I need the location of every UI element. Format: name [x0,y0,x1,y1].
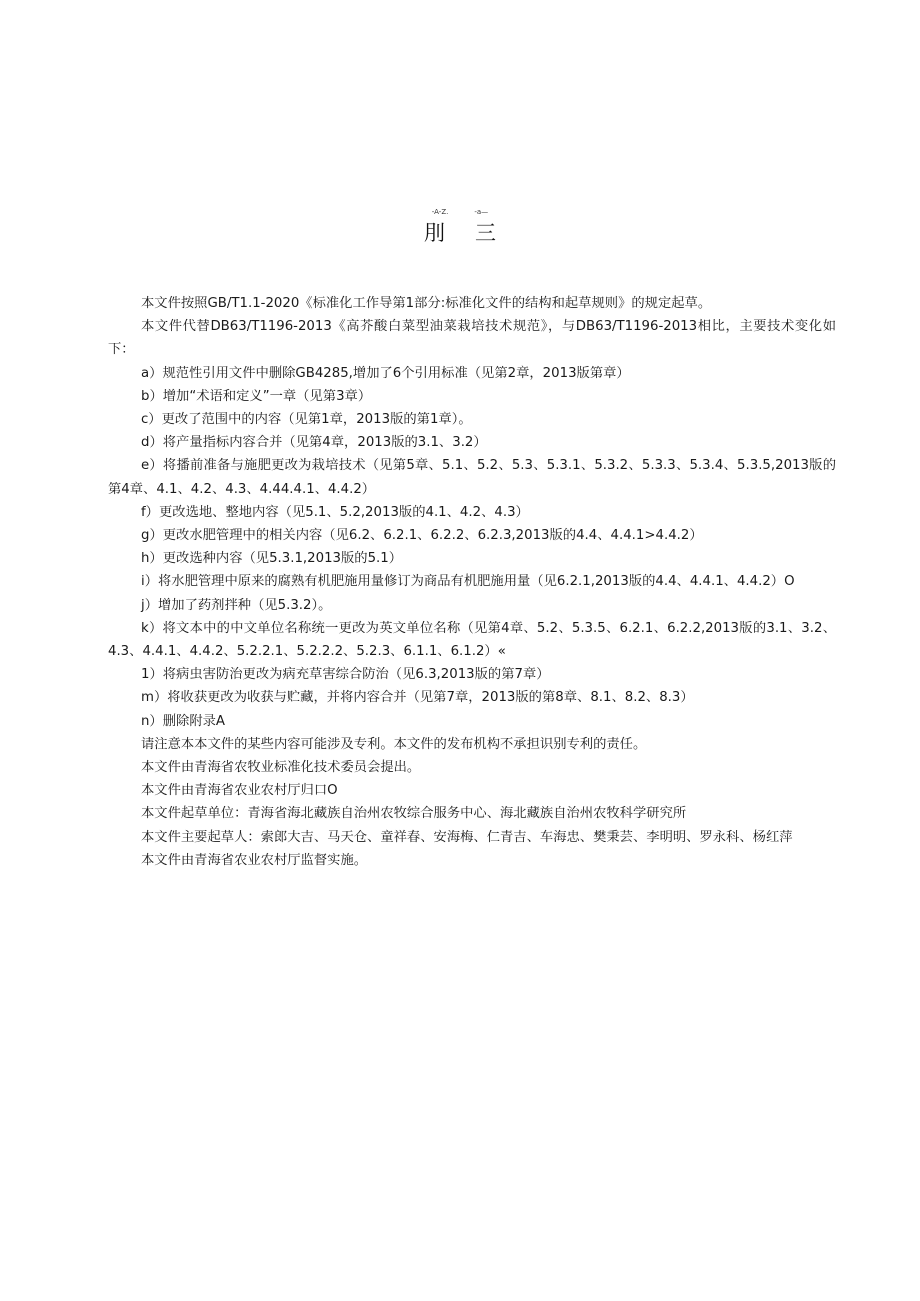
title-mark-left: -A-Z. [431,208,449,216]
paragraph-drafting-units: 本文件起草单位：青海省海北藏族自治州农牧综合服务中心、海北藏族自治州农牧科学研究所 [141,806,687,822]
paragraph-proposed-by: 本文件由青海省农牧业标准化技术委员会提出。 [141,760,421,776]
change-item-l: 1）将病虫害防治更改为病充草害综合防治（见6.3,2013版的第7章） [141,667,550,683]
title-char-2: 三 [475,221,496,245]
title-marks [0,208,920,216]
change-item-n: n）删除附录A [141,713,226,729]
change-item-b: b）增加“术语和定义”一章（见第3章） [141,388,372,404]
paragraph-responsible-by: 本文件由青海省农业农村厅归口O [141,783,338,799]
change-item-c: c）更改了范围中的内容（见第1章，2013版的第1章）。 [141,412,472,428]
change-item-h: h）更改选种内容（见5.3.1,2013版的5.1） [141,551,403,567]
change-item-g: g）更改水肥管理中的相关内容（见6.2、6.2.1、6.2.2、6.2.3,2013版的4.4、4.4.1>4.4.2） [141,528,703,544]
paragraph-drafters: 本文件主要起草人：索郎大吉、马天仓、童祥春、安海梅、仁青吉、车海忠、樊秉芸、李明明、罗永科、杨红萍 [141,829,793,845]
change-item-i: i）将水肥管理中原来的腐熟有机肥施用量修订为商品有机肥施用量（见6.2.1,2013版的4.4、4.4.1、4.4.2）O [141,574,795,590]
page-title [0,217,920,247]
paragraph-replacement: 本文件代替DB63/T1196-2013《高芥酸白菜型油菜栽培技术规范》，与DB63/T1196-2013相比，主要技术变化如下： [108,319,836,358]
change-item-a: a）规范性引用文件中删除GB4285,增加了6个引用标准（见第2章，2013版第章） [141,365,630,381]
change-item-j: j）增加了药剂拌种（见5.3.2）。 [141,597,332,613]
paragraph-supervision: 本文件由青海省农业农村厅监督实施。 [141,852,368,868]
change-item-f: f）更改选地、整地内容（见5.1、5.2,2013版的4.1、4.2、4.3） [141,504,529,520]
foreword-body [108,292,836,872]
change-item-m: m）将收获更改为收获与贮藏，并将内容合并（见第7章，2013版的第8章、8.1、8.2、8.3） [141,690,694,706]
title-mark-right: -a— [474,208,489,216]
change-item-k: k）将文本中的中文单位名称统一更改为英文单位名称（见第4章、5.2、5.3.5、6.2.1、6.2.2,2013版的3.1、3.2、4.3、4.4.1、4.4.2、5.2.2.1、5.2.2.2、5.2.3、6.1.1、6.1.2）« [108,620,836,660]
change-item-d: d）将产量指标内容合并（见第4章，2013版的3.1、3.2） [141,435,487,451]
title-char-1: 刖 [424,221,445,245]
paragraph-patent-notice: 请注意本本文件的某些内容可能涉及专利。本文件的发布机构不承担识别专利的责任。 [141,736,647,752]
change-item-e: e）将播前准备与施肥更改为栽培技术（见第5章、5.1、5.2、5.3、5.3.1、5.3.2、5.3.3、5.3.4、5.3.5,2013版的第4章、4.1、4.2、4.3、4.44.4.1、4.4.2） [108,458,836,497]
paragraph-drafting-basis: 本文件按照GB/T1.1-2020《标准化工作导第1部分:标准化文件的结构和起草规则》的规定起草。 [141,296,712,311]
